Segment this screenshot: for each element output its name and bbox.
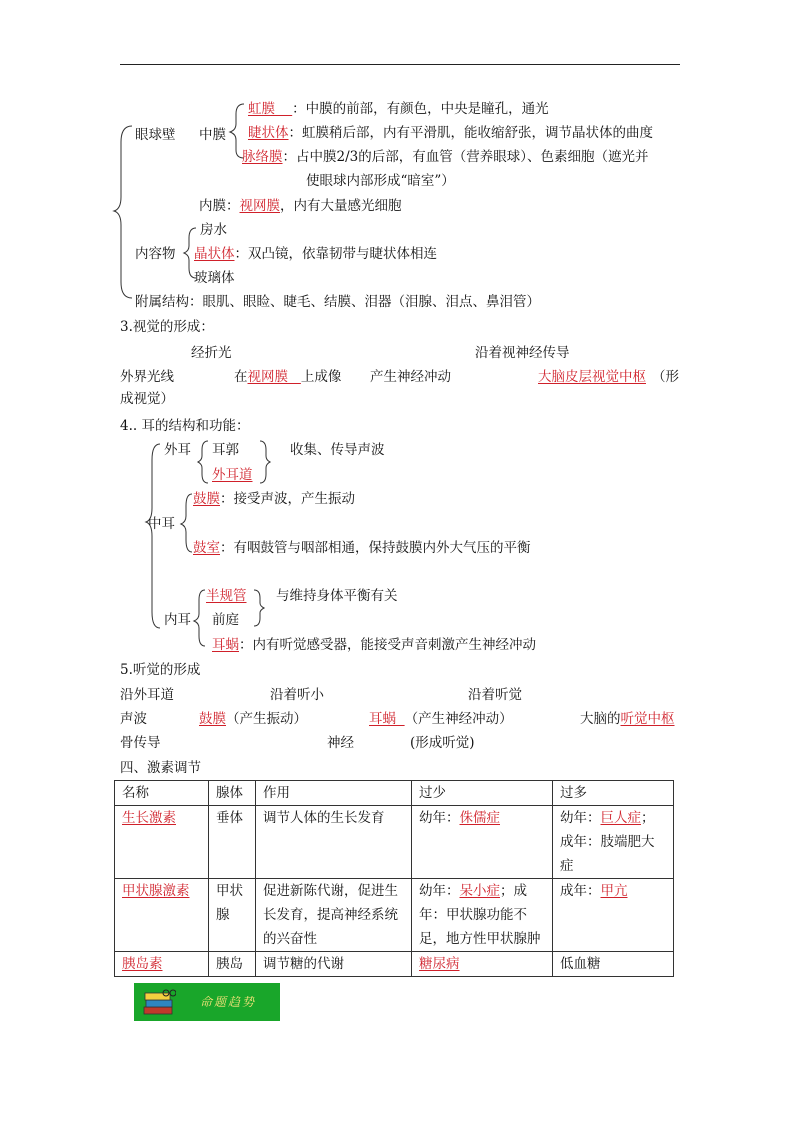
vision-step-refraction: 经折光 xyxy=(191,345,232,361)
content-label: 内容物 xyxy=(135,246,176,262)
hearing-eardrum-step: 鼓膜（产生振动） xyxy=(199,711,307,727)
ear-canal-term: 外耳道 xyxy=(212,467,253,483)
thyroid-hormone: 甲状腺激素 xyxy=(122,883,190,899)
trend-banner xyxy=(134,983,280,1021)
growth-hormone: 生长激素 xyxy=(122,810,176,826)
table-header-row xyxy=(115,781,674,806)
vision-retina-step: 在视网膜 上成像 xyxy=(234,369,342,385)
vestibule: 前庭 xyxy=(212,612,239,628)
inner-ear-label: 内耳 xyxy=(164,612,191,628)
vision-center-term: 大脑皮层视觉中枢 xyxy=(538,369,646,385)
retina-term: 视网膜 xyxy=(239,198,280,214)
choroid-desc: ：占中膜2/3的后部，有血管（营养眼球）、色素细胞（遮光并 xyxy=(282,149,649,165)
hearing-eardrum-term: 鼓膜 xyxy=(199,711,226,727)
auricle: 耳郭 xyxy=(212,442,239,458)
cretinism-term: 呆小症 xyxy=(459,883,500,899)
hearing-nerve: 神经 xyxy=(327,735,354,751)
inner-layer-line xyxy=(199,197,402,215)
cochlea-term: 耳蜗 xyxy=(212,637,239,653)
header-deficiency: 过少 xyxy=(412,781,553,806)
lens-desc: ：双凸镜，依靠韧带与睫状体相连 xyxy=(234,246,437,262)
hearing-step2: 沿着听小 xyxy=(270,687,324,703)
hearing-center-term: 听觉中枢 xyxy=(620,711,675,727)
insulin: 胰岛素 xyxy=(122,956,163,972)
hearing-sound: 声波 xyxy=(120,711,147,727)
cochlea-line xyxy=(212,636,536,654)
hyperthyroid-term: 甲亢 xyxy=(600,883,628,899)
middle-layer-label: 中膜 xyxy=(199,127,226,143)
tympanic-cavity-line xyxy=(193,539,531,557)
semicircular-brace xyxy=(0,0,1,1)
header-role: 作用 xyxy=(256,781,412,806)
banner-text: 命题趋势 xyxy=(200,995,257,1009)
eardrum-line xyxy=(193,490,355,508)
vision-retina-term: 视网膜 xyxy=(247,369,288,385)
outer-ear-label: 外耳 xyxy=(164,442,191,458)
table-row: 胰岛素 胰岛 调节糖的代谢 糖尿病 低血糖 xyxy=(115,952,674,977)
vitreous-body: 玻璃体 xyxy=(194,270,235,286)
table-row: 甲状腺激素 甲状 腺 促进新陈代谢，促进生 长发育，提高神经系统 的兴奋性 幼年：呆小症；成 年：甲状腺功能不 足，地方性甲状腺肿 成年：甲亢 xyxy=(115,879,674,952)
hearing-cochlea-term: 耳蜗 xyxy=(369,711,396,727)
choroid-desc-cont: 使眼球内部形成“暗室”） xyxy=(306,173,455,189)
choroid-term: 脉络膜 xyxy=(242,149,283,165)
vision-impulse: 产生神经冲动 xyxy=(370,369,451,385)
header-name: 名称 xyxy=(115,781,209,806)
vision-step-optic-nerve: 沿着视神经传导 xyxy=(475,345,570,361)
iris-desc: ：中膜的前部，有颜色，中央是瞳孔，通光 xyxy=(292,101,549,117)
iris-line xyxy=(248,100,549,118)
vision-start: 外界光线 xyxy=(120,369,174,385)
semicircular-canals-term: 半规管 xyxy=(206,588,247,604)
table-row: 生长激素 垂体 调节人体的生长发育 幼年：侏儒症 幼年：巨人症； 成年：肢端肥大 症 xyxy=(115,806,674,879)
hearing-center-step: 大脑的听觉中枢 xyxy=(580,711,675,727)
hearing-step1: 沿外耳道 xyxy=(120,687,174,703)
gigantism-term: 巨人症 xyxy=(600,810,641,826)
ciliary-desc: ：虹膜稍后部，内有平滑肌，能收缩舒张，调节晶状体的曲度 xyxy=(288,125,653,141)
inner-layer-label: 内膜： xyxy=(199,198,240,214)
accessory-structures: 附属结构：眼肌、眼睑、睫毛、结膜、泪器（泪腺、泪点、鼻泪管） xyxy=(135,294,540,310)
aqueous-humor: 房水 xyxy=(200,222,227,238)
iris-term: 虹膜 xyxy=(248,101,275,117)
lens-line xyxy=(194,245,437,263)
header-gland: 腺体 xyxy=(209,781,256,806)
choroid-line xyxy=(242,148,648,166)
balance-function: 与维持身体平衡有关 xyxy=(276,588,398,604)
ear-heading: 4.. 耳的结构和功能： xyxy=(120,418,250,434)
tympanic-cavity-desc: ：有咽鼓管与咽部相通，保持鼓膜内外大气压的平衡 xyxy=(220,540,531,556)
vision-tail: （形 xyxy=(652,369,679,385)
ciliary-term: 睫状体 xyxy=(248,125,289,141)
hearing-ossicle: 骨传导 xyxy=(120,735,161,751)
hearing-heading: 5.听觉的形成 xyxy=(120,662,201,678)
diabetes-term: 糖尿病 xyxy=(419,956,460,972)
hearing-result: (形成听觉) xyxy=(410,735,475,751)
inner-layer-desc: ，内有大量感光细胞 xyxy=(280,198,402,214)
hormone-heading: 四、激素调节 xyxy=(120,760,201,776)
outer-ear-function: 收集、传导声波 xyxy=(290,442,385,458)
tympanic-cavity-term: 鼓室 xyxy=(193,540,220,556)
vision-heading: 3.视觉的形成： xyxy=(120,319,214,335)
lens-term: 晶状体 xyxy=(194,246,235,262)
eardrum-term: 鼓膜 xyxy=(193,491,220,507)
hearing-step3: 沿着听觉 xyxy=(468,687,522,703)
eyewall-label: 眼球壁 xyxy=(135,127,176,143)
cochlea-desc: ：内有听觉感受器，能接受声音刺激产生神经冲动 xyxy=(239,637,536,653)
header-excess: 过多 xyxy=(553,781,674,806)
books-icon xyxy=(142,989,176,1017)
middle-ear-label: 中耳 xyxy=(148,516,175,532)
header-rule xyxy=(120,64,680,65)
eardrum-desc: ：接受声波，产生振动 xyxy=(220,491,355,507)
dwarfism-term: 侏儒症 xyxy=(459,810,500,826)
vision-tail-cont: 成视觉） xyxy=(120,391,174,407)
ciliary-line xyxy=(248,124,653,142)
hearing-cochlea-step: 耳蜗 （产生神经冲动） xyxy=(369,711,513,727)
hormone-table xyxy=(114,780,674,977)
